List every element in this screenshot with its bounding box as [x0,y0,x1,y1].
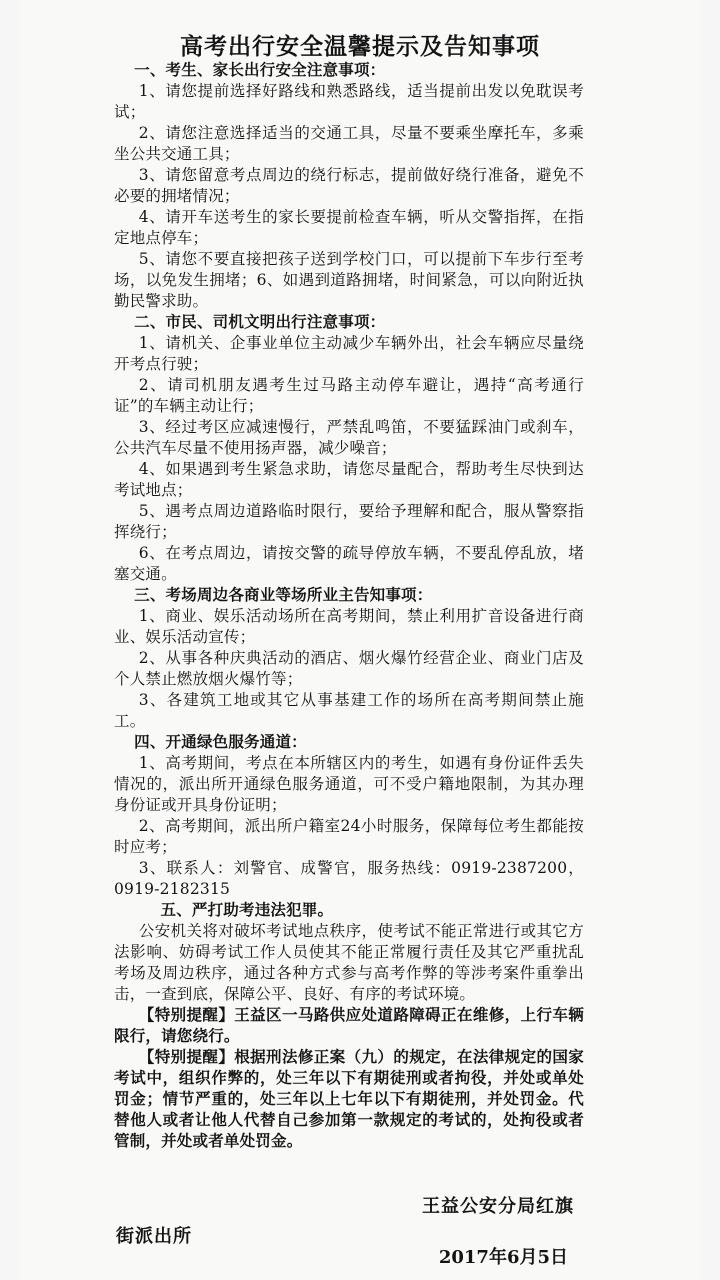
right-margin-strip [700,0,720,1280]
document-title: 高考出行安全温馨提示及告知事项 [180,34,540,60]
signature-issuer-continued: 街派出所 [116,1226,192,1247]
section-2-item: 4、如果遇到考生紧急求助，请您尽量配合，帮助考生尽快到达考试地点； [114,460,584,499]
section-4-item: 1、高考期间，考点在本所辖区内的考生，如遇有身份证件丢失情况的，派出所开通绿色服务通道，可不受户籍地限制，为其办理身份证或开具身份证明； [114,754,584,814]
section-3-item: 2、从事各种庆典活动的酒店、烟火爆竹经营企业、商业门店及个人禁止燃放烟火爆竹等； [114,649,584,688]
section-2-item: 5、遇考点周边道路临时限行，要给予理解和配合，服从警察指挥绕行； [114,502,584,541]
special-notice-road: 【特别提醒】王益区一马路供应处道路障碍正在维修，上行车辆限行，请您绕行。 [114,1006,584,1045]
document-page [20,0,700,1280]
section-5-item: 公安机关将对破坏考试地点秩序，使考试不能正常进行或其它方法影响、妨碍考试工作人员使其不能正常履行责任及其它严重扰乱考场及周边秩序，通过各种方式参与高考作弊的等涉考案件重拳出击，一查到底，保障公平、良好、有序的考试环境。 [114,922,584,1003]
section-1-item: 4、请开车送考生的家长要提前检查车辆，听从交警指挥，在指定地点停车； [114,208,584,247]
section-3-item: 3、各建筑工地或其它从事基建工作的场所在高考期间禁止施工。 [114,691,584,730]
section-4-heading: 四、开通绿色服务通道： [134,733,307,751]
issue-date: 2017年6月5日 [438,1247,568,1268]
section-3-heading: 三、考场周边各商业等场所业主告知事项： [134,586,433,604]
document-body [114,60,584,1152]
section-4-item: 3、联系人：刘警官、成警官，服务热线：0919-2387200，0919-2182315 [114,859,584,898]
section-1-item: 1、请您提前选择好路线和熟悉路线，适当提前出发以免耽误考试； [114,82,584,121]
section-1-item: 5、请您不要直接把孩子送到学校门口，可以提前下车步行至考场，以免发生拥堵；6、如遇到道路拥堵，时间紧急，可以向附近执勤民警求助。 [114,250,584,310]
section-4-item: 2、高考期间，派出所户籍室24小时服务，保障每位考生都能按时应考； [114,817,584,856]
section-2-item: 2、请司机朋友遇考生过马路主动停车避让，遇持“高考通行证”的车辆主动让行； [114,376,584,415]
section-2-item: 6、在考点周边，请按交警的疏导停放车辆，不要乱停乱放，堵塞交通。 [114,544,584,583]
section-3-item: 1、商业、娱乐活动场所在高考期间，禁止利用扩音设备进行商业、娱乐活动宣传； [114,607,584,646]
section-2-heading: 二、市民、司机文明出行注意事项： [134,313,386,331]
section-1-heading: 一、考生、家长出行安全注意事项： [134,61,386,79]
section-2-item: 3、经过考区应减速慢行，严禁乱鸣笛，不要猛踩油门或刹车，公共汽车尽量不使用扬声器，减少噪音； [114,418,584,457]
left-margin-strip [0,0,20,1280]
signature-issuer: 王益公安分局红旗 [422,1196,574,1217]
section-1-item: 2、请您注意选择适当的交通工具，尽量不要乘坐摩托车，多乘坐公共交通工具； [114,124,584,163]
section-1-item: 3、请您留意考点周边的绕行标志，提前做好绕行准备，避免不必要的拥堵情况； [114,166,584,205]
special-notice-law: 【特别提醒】根据刑法修正案（九）的规定，在法律规定的国家考试中，组织作弊的，处三年以下有期徒刑或者拘役，并处或单处罚金；情节严重的，处三年以上七年以下有期徒刑，并处罚金。代替他人或者让他人代替自己参加第一款规定的考试的，处拘役或者管制，并处或者单处罚金。 [114,1048,584,1150]
section-2-item: 1、请机关、企事业单位主动减少车辆外出，社会车辆应尽量绕开考点行驶； [114,334,584,373]
section-5-heading: 五、严打助考违法犯罪。 [160,901,334,919]
